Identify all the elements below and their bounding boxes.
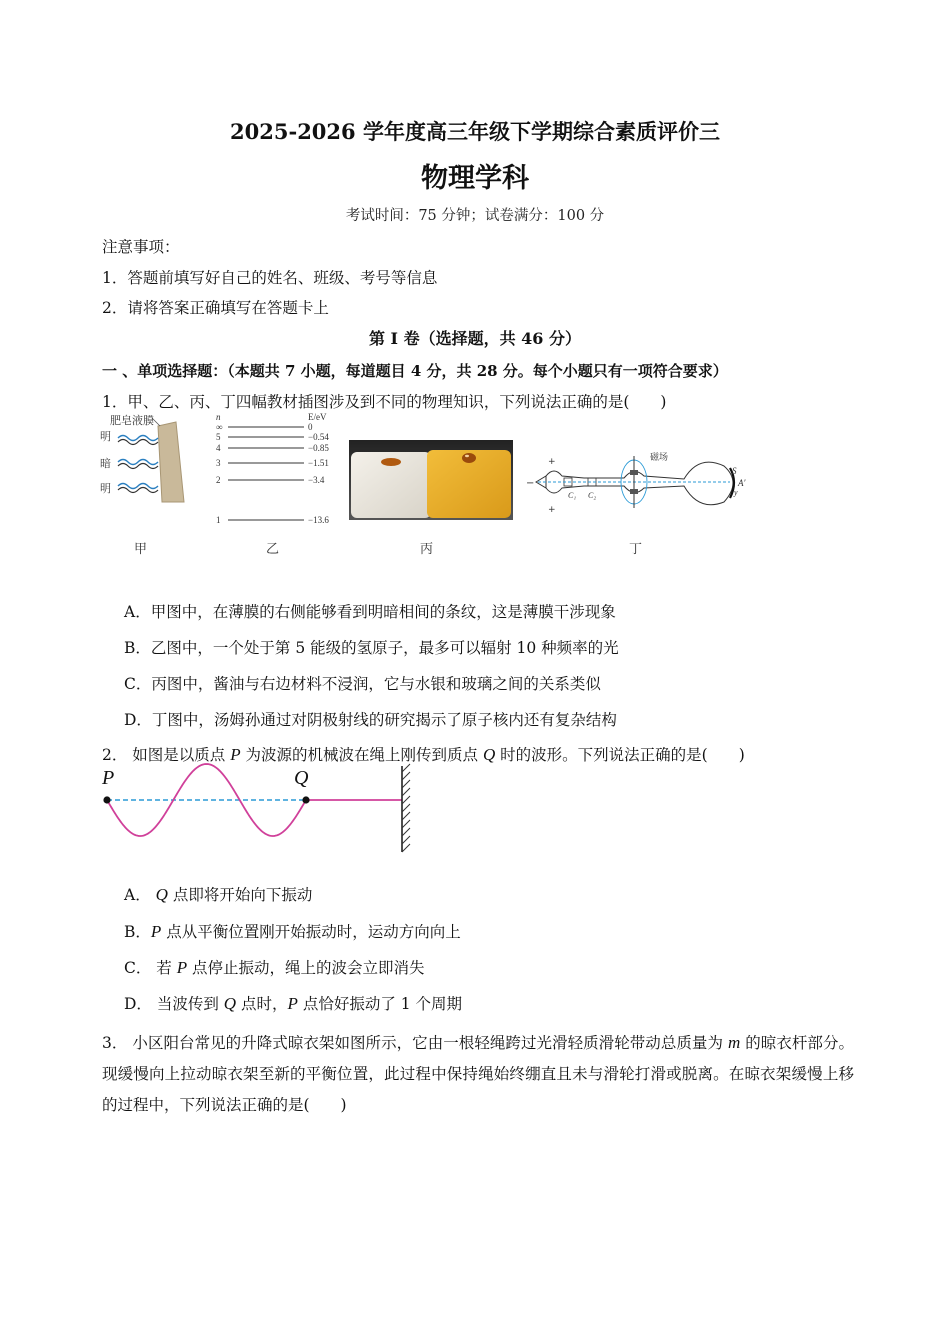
q2-c-var: P [176,958,188,977]
q1-stem: 1．甲、乙、丙、丁四幅教材插图涉及到不同的物理知识，下列说法正确的是( ) [102,393,667,411]
point-q [302,796,309,803]
q2-d-pre: D． 当波传到 [124,995,224,1013]
q1-option-a: A．甲图中，在薄膜的右侧能够看到明暗相间的条纹，这是薄膜干涉现象 [124,603,616,621]
wall-hatching [402,764,410,852]
q2-d-post: 点时， [236,995,288,1013]
q2-stem-part-c: 时的波形。下列说法正确的是( ) [495,746,745,764]
q2-stem-part-b: 为波源的机械波在绳上刚传到质点 [240,746,483,764]
q1-option-d: D．丁图中，汤姆孙通过对阴极射线的研究揭示了原子核内还有复杂结构 [124,711,617,729]
anode-plus-bottom: + [548,505,556,515]
level-n-5: 5 [216,432,221,442]
note-item-2: 2．请将答案正确填写在答题卡上 [102,299,329,317]
caption-ding: 丁 [629,542,643,557]
fringe-label-3: 明 [100,482,111,495]
cathode-minus: − [526,478,535,489]
q2-a-pre: A． [124,886,156,904]
level-e-5: −0.54 [308,432,329,442]
q1-option-c: C．丙图中，酱油与右边材料不浸润，它与水银和玻璃之间的关系类似 [124,675,601,693]
film-label: 肥皂液膜 [110,414,154,427]
wave-q-label: Q [294,767,309,789]
level-n-4: 4 [216,443,221,453]
q2-option-c [124,958,425,978]
level-n-2: 2 [216,475,221,485]
q3-var-m: m [728,1033,741,1052]
q2-stem-var-p: P [230,745,241,764]
part-heading: 一 、单项选择题：（本题共 7 小题，每道题目 4 分，共 28 分。每个小题只有一项符合要求） [102,362,728,380]
note-item-1: 1．答题前填写好自己的姓名、班级、考号等信息 [102,269,438,287]
q2-c-post: 点停止振动，绳上的波会立即消失 [187,959,425,977]
q2-a-var: Q [155,885,168,904]
q3-stem [102,1027,854,1121]
section-title: 第 I 卷（选择题，共 46 分） [368,329,582,348]
level-e-inf: 0 [308,422,313,432]
wave-p-label: P [102,767,115,789]
caption-bing: 丙 [420,542,434,557]
q2-d-var2: P [287,994,298,1013]
figure-ding [524,446,754,522]
figure-jia [100,412,190,512]
figure-wave [96,762,426,856]
y-label: y [734,488,738,497]
q2-option-a [124,885,312,905]
q1-option-b: B．乙图中，一个处于第 5 能级的氢原子，最多可以辐射 10 种频率的光 [124,639,619,657]
c1-label: C₁ [568,491,577,500]
q3-text-a: 3． 小区阳台常见的升降式晾衣架如图所示，它由一根轻绳跨过光滑轻质滑轮带动总质量为 [102,1034,728,1052]
anode-plus-top: + [548,457,556,467]
q2-b-var: P [150,922,162,941]
q2-c-pre: C． 若 [124,959,177,977]
figure-yi [212,410,342,528]
q2-option-d [124,994,462,1014]
c2-label: C₂ [588,491,597,500]
fringe-label-2: 暗 [100,457,111,470]
level-e-4: −0.85 [308,443,329,453]
caption-yi: 乙 [266,542,280,557]
q2-d-var: Q [223,994,237,1013]
q2-d-post2: 点恰好振动了 1 个周期 [297,995,463,1013]
exam-info: 考试时间：75 分钟；试卷满分：100 分 [345,208,605,224]
figure-bing [349,440,513,520]
level-e-2: −3.4 [308,475,325,485]
q3-text-b: 的晾衣杆部分。现缓慢向上拉动晾衣架至新的平衡位置，此过程中保持绳始终绷直且未与滑轮打滑或脱离。在晾衣架缓慢上移的过程中，下列说法正确的是( ) [102,1034,855,1114]
q2-b-pre: B． [124,923,151,941]
q2-b-post: 点从平衡位置刚开始振动时，运动方向向上 [161,923,461,941]
q2-a-post: 点即将开始向下振动 [167,886,313,904]
level-e-3: −1.51 [308,458,329,468]
e-header: E/eV [308,412,327,422]
point-p [103,796,110,803]
q2-stem-part-a: 2． 如图是以质点 [102,746,231,764]
subject-title: 物理学科 [421,163,529,194]
level-e-1: −13.6 [308,515,329,525]
a-label: A′ [738,478,746,488]
level-n-3: 3 [216,458,221,468]
q2-option-b [124,922,461,942]
level-n-inf: ∞ [216,422,223,432]
n-header: n [216,412,221,422]
exam-title: 2025-2026 学年度高三年级下学期综合素质评价三 [230,119,720,144]
caption-jia: 甲 [134,542,148,557]
fringe-label-1: 明 [100,430,111,443]
field-label: 磁场 [650,453,669,463]
s-label: S [732,466,737,476]
notes-heading: 注意事项： [102,238,180,256]
q2-stem-var-q: Q [482,745,496,764]
level-n-1: 1 [216,515,221,525]
